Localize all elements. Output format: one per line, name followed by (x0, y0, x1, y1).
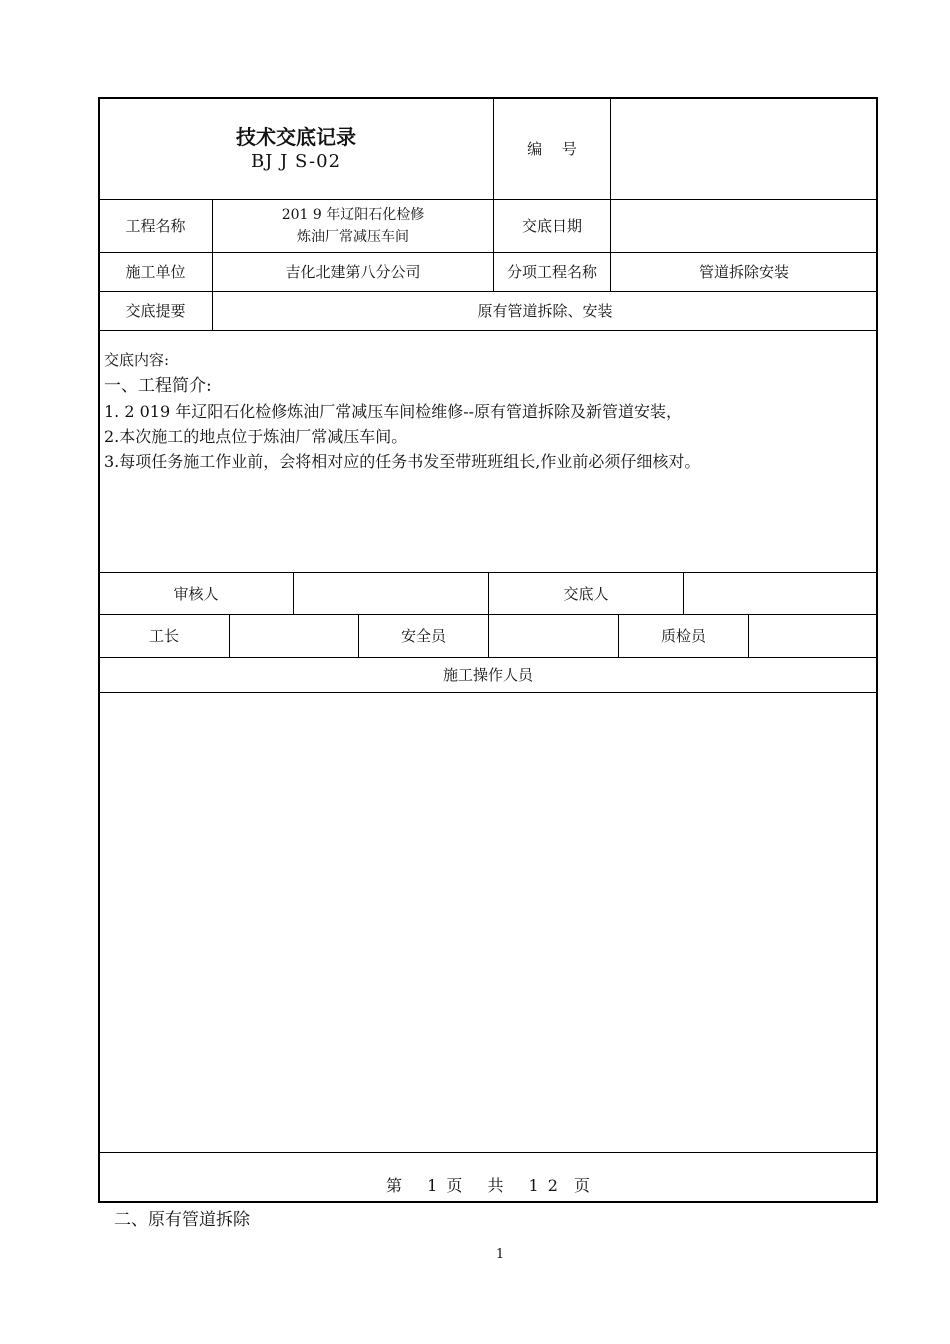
reviewer-value (294, 573, 488, 614)
disclosure-date-value (611, 200, 877, 252)
quality-inspector-value (749, 615, 877, 657)
disclosure-date-label: 交底日期 (521, 217, 582, 235)
section-heading: 一、工程简介: (104, 376, 212, 396)
number-label: 编 号 (527, 140, 577, 158)
content-item: 1. 2 019 年辽阳石化检修炼油厂常减压车间检维修--原有管道拆除及新管道安装， (104, 402, 683, 421)
foreman-value (230, 615, 358, 657)
sub-project-value: 管道拆除安装 (698, 263, 789, 281)
safety-officer-value (489, 615, 618, 657)
safety-officer-label: 安全员 (400, 627, 446, 645)
content-item: 2.本次施工的地点位于炼油厂常减压车间。 (104, 427, 408, 446)
quality-inspector-label: 质检员 (660, 627, 706, 645)
document-code: BJ J S-02 (250, 151, 342, 172)
project-name-line1: 201 9 年辽阳石化检修 (281, 207, 425, 223)
operators-area (99, 693, 877, 1152)
project-name-label: 工程名称 (125, 217, 186, 235)
project-name-line2: 炼油厂常减压车间 (297, 229, 409, 245)
foreman-label: 工长 (148, 627, 179, 645)
document-title: 技术交底记录 (236, 125, 356, 149)
summary-value: 原有管道拆除、安装 (477, 302, 613, 320)
reviewer-label: 审核人 (173, 584, 219, 603)
next-section-heading: 二、原有管道拆除 (114, 1210, 250, 1230)
row-divider (99, 330, 877, 331)
disclosure-content (104, 348, 700, 474)
row-divider (99, 1152, 877, 1153)
discloser-value (684, 573, 877, 614)
page-number: 1 (495, 1247, 505, 1262)
sub-project-label: 分项工程名称 (506, 263, 597, 281)
page-info: 第 1 页 共 1 2 页 (386, 1176, 590, 1195)
discloser-label: 交底人 (563, 584, 609, 603)
project-name-value (213, 200, 493, 252)
operators-label: 施工操作人员 (442, 666, 533, 684)
content-heading: 交底内容: (104, 351, 170, 369)
content-item: 3.每项任务施工作业前，会将相对应的任务书发至带班班组长,作业前必须仔细核对。 (104, 452, 701, 471)
title-block (99, 99, 493, 199)
summary-label: 交底提要 (125, 302, 186, 320)
construction-unit-value: 吉化北建第八分公司 (285, 263, 421, 281)
number-value (611, 99, 877, 199)
construction-unit-label: 施工单位 (125, 263, 186, 281)
